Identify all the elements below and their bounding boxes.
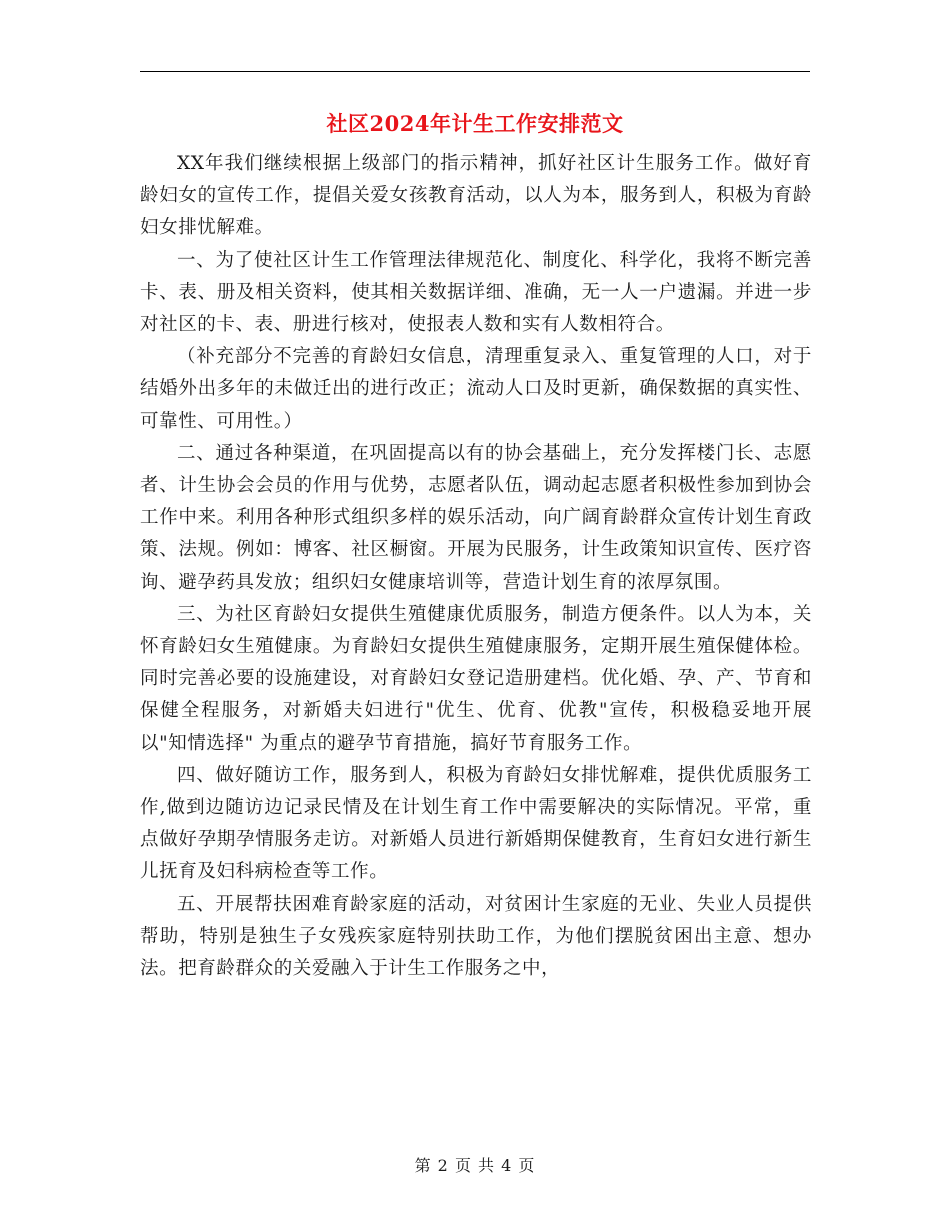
paragraph-section-2: 二、通过各种渠道，在巩固提高以有的协会基础上，充分发挥楼门长、志愿者、计生协会会员的作用与优势，志愿者队伍，调动起志愿者积极性参加到协会工作中来。利用各种形式组织多样的娱乐活动，向广阔育龄群众宣传计划生育政策、法规。例如：博客、社区橱窗。开展为民服务，计生政策知识宣传、医疗咨询、避孕药具发放；组织妇女健康培训等，营造计划生育的浓厚氛围。 xyxy=(140,442,812,593)
paragraph-section-1: 一、为了使社区计生工作管理法律规范化、制度化、科学化，我将不断完善卡、表、册及相关资料，使其相关数据详细、准确，无一人一户遗漏。并进一步对社区的卡、表、册进行核对，使报表人数和实有人数相符合。 xyxy=(140,249,812,336)
paragraph-section-4: 四、做好随访工作，服务到人，积极为育龄妇女排忧解难，提供优质服务工作,做到边随访边记录民情及在计划生育工作中需要解决的实际情况。平常，重点做好孕期孕情服务走访。对新婚人员进行新婚期保健教育，生育妇女进行新生儿抚育及妇科病检查等工作。 xyxy=(140,764,812,883)
header-rule xyxy=(140,71,810,72)
paragraph-section-3: 三、为社区育龄妇女提供生殖健康优质服务，制造方便条件。以人为本，关怀育龄妇女生殖健康。为育龄妇女提供生殖健康服务，定期开展生殖保健体检。同时完善必要的设施建设，对育龄妇女登记造册建档。优化婚、孕、产、节育和保健全程服务，对新婚夫妇进行"优生、优育、优教"宣传，积极稳妥地开展以"知情选择" 为重点的避孕节育措施，搞好节育服务工作。 xyxy=(140,603,812,754)
document-title: 社区2024年计生工作安排范文 xyxy=(326,111,624,136)
paragraph-supplement: （补充部分不完善的育龄妇女信息，清理重复录入、重复管理的人口，对于结婚外出多年的未做迁出的进行改正；流动人口及时更新，确保数据的真实性、可靠性、可用性。） xyxy=(140,346,812,432)
page-number-footer: 第 2 页 共 4 页 xyxy=(414,1156,536,1175)
paragraph-intro: XX年我们继续根据上级部门的指示精神，抓好社区计生服务工作。做好育龄妇女的宣传工作，提倡关爱女孩教育活动，以人为本，服务到人，积极为育龄妇女排忧解难。 xyxy=(140,153,812,239)
paragraph-section-5: 五、开展帮扶困难育龄家庭的活动，对贫困计生家庭的无业、失业人员提供帮助，特别是独生子女残疾家庭特别扶助工作，为他们摆脱贫困出主意、想办法。把育龄群众的关爱融入于计生工作服务之中， xyxy=(140,893,812,980)
document-body xyxy=(140,148,812,985)
